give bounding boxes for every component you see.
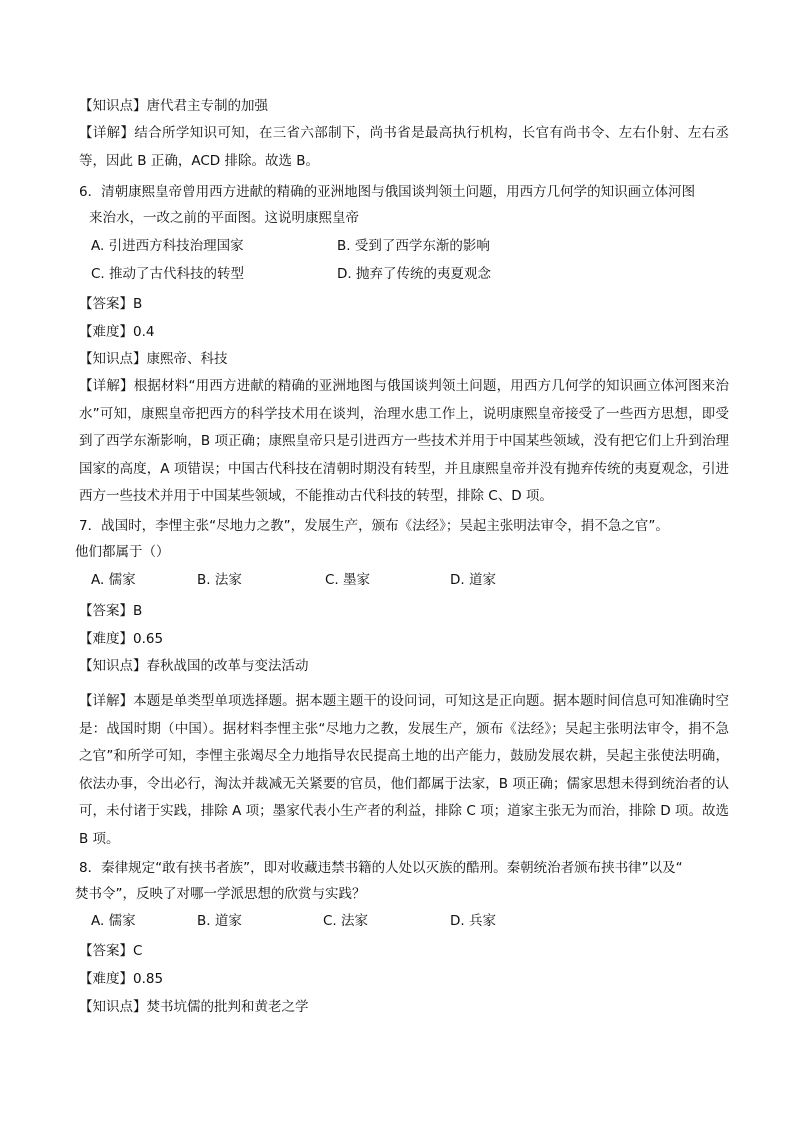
- q8-difficulty: 【难度】0.85: [79, 971, 164, 987]
- q8-option-b: B. 道家: [197, 913, 242, 929]
- q6-knowledge-point: 【知识点】康熙帝、科技: [79, 351, 228, 367]
- q7-stem-line2: 他们都属于（）: [75, 544, 170, 560]
- q5-detail: 【详解】结合所学知识可知，在三省六部制下，尚书省是最高执行机构，长官有尚书令、左右仆射、左右丞等，因此 B 正确，ACD 排除。故选 B。: [79, 125, 729, 169]
- q6-option-a: A. 引进西方科技治理国家: [91, 238, 244, 254]
- q7-knowledge-point: 【知识点】春秋战国的改革与变法活动: [79, 658, 309, 674]
- q8-option-d: D. 兵家: [450, 913, 496, 929]
- q6-stem-line2: 来治水，一改之前的平面图。这说明康熙皇帝: [89, 210, 359, 226]
- q6-option-b: B. 受到了西学东渐的影响: [337, 238, 490, 254]
- q7-option-a: A. 儒家: [91, 572, 136, 588]
- q8-knowledge-point: 【知识点】焚书坑儒的批判和黄老之学: [79, 999, 309, 1015]
- q8-option-a: A. 儒家: [91, 913, 136, 929]
- q7-detail: 【详解】本题是单类型单项选择题。据本题主题干的设问词，可知这是正向题。据本题时间信息可知准确时空是：战国时期（中国）。据材料李悝主张“尽地力之教，发展生产，颁布《法经》；吴起主张明法审令，捐不急之官”和所学可知，李悝主张竭尽全力地指导农民提高土地的出产能力，鼓励发展农耕，吴起主张使法明确，依法办事，令出必行，淘汰并裁减无关紧要的官员，他们都属于法家，B 项正确；儒家思想未得到统治者的认可，未付诸于实践，排除 A 项；墨家代表小生产者的利益，排除 C 项；道家主张无为而治，排除 D 项。故选 B 项。: [79, 693, 729, 847]
- q7-difficulty: 【难度】0.65: [79, 631, 164, 647]
- q7-answer: 【答案】B: [79, 603, 143, 619]
- q6-detail: 【详解】根据材料“用西方进献的精确的亚洲地图与俄国谈判领土问题，用西方几何学的知识画立体河图来治水”可知，康熙皇帝把西方的科学技术用在谈判，治理水患工作上，说明康熙皇帝接受了一些西方思想，即受到了西学东渐影响，B 项正确；康熙皇帝只是引进西方一些技术并用于中国某些领域，没有把它们上升到治理国家的高度，A 项错误；中国古代科技在清朝时期没有转型，并且康熙皇帝并没有抛弃传统的夷夏观念，引进西方一些技术并用于中国某些领域，不能推动古代科技的转型，排除 C、D 项。: [79, 378, 729, 504]
- q7-option-c: C. 墨家: [325, 572, 371, 588]
- q7-option-d: D. 道家: [450, 572, 496, 588]
- q6-option-c: C. 推动了古代科技的转型: [91, 266, 245, 282]
- q6-option-d: D. 抛弃了传统的夷夏观念: [337, 266, 491, 282]
- q8-answer: 【答案】C: [79, 943, 143, 959]
- q5-knowledge-point: 【知识点】唐代君主专制的加强: [79, 98, 268, 114]
- q6-answer: 【答案】B: [79, 296, 143, 312]
- q8-option-c: C. 法家: [323, 913, 369, 929]
- q7-stem-line1: 7．战国时，李悝主张“尽地力之教”，发展生产，颁布《法经》；吴起主张明法审令，捐不急之官”。: [79, 518, 669, 534]
- q6-stem-line1: 6．清朝康熙皇帝曾用西方进献的精确的亚洲地图与俄国谈判领土问题，用西方几何学的知识画立体河图: [79, 184, 696, 200]
- q6-difficulty: 【难度】0.4: [79, 324, 155, 340]
- q8-stem-line1: 8．秦律规定“敢有挟书者族”，即对收藏违禁书籍的人处以灭族的酷刑。秦朝统治者颁布挟书律”以及“: [79, 860, 683, 876]
- q7-option-b: B. 法家: [197, 572, 242, 588]
- q8-stem-line2: 焚书令”，反映了对哪一学派思想的欣赏与实践？: [75, 886, 366, 902]
